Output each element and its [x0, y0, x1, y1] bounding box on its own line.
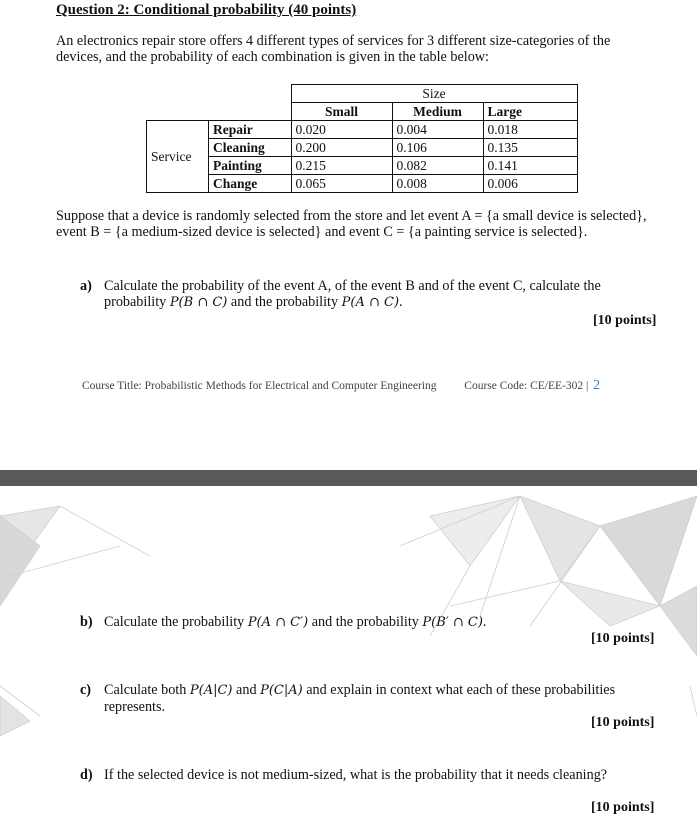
cell-change-medium: 0.008 — [392, 175, 483, 193]
part-b-label: b) — [80, 614, 93, 630]
cell-painting-small: 0.215 — [291, 157, 392, 175]
footer-course-title: Course Title: Probabilistic Methods for Electrical and Computer Engineering — [82, 380, 437, 392]
cell-repair-medium: 0.004 — [392, 121, 483, 139]
row-label-repair: Repair — [209, 121, 292, 139]
part-c-math-2: P(C|A) — [260, 683, 303, 698]
question-title: Question 2: Conditional probability (40 points) — [56, 2, 357, 18]
part-b-math-1: P(A ∩ C′) — [247, 615, 309, 630]
part-d-points: [10 points] — [591, 800, 655, 815]
service-label: Service — [147, 121, 209, 193]
footer-separator: | — [585, 380, 589, 392]
page-number: 2 — [593, 378, 601, 393]
row-label-painting: Painting — [209, 157, 292, 175]
part-c-text: Calculate both P(A|C) and P(C|A) and explain in context what each of these probabilities represents. — [104, 682, 616, 715]
cell-cleaning-small: 0.200 — [291, 139, 392, 157]
events-paragraph: Suppose that a device is randomly selected from the store and let event A = {a small device is selected}, event B = {a medium-sized device is selected} and event C = {a painting service is selected}. — [56, 208, 647, 240]
row-label-change: Change — [209, 175, 292, 193]
cell-change-small: 0.065 — [291, 175, 392, 193]
cell-repair-large: 0.018 — [483, 121, 577, 139]
part-a-points: [10 points] — [593, 313, 657, 328]
intro-paragraph: An electronics repair store offers 4 different types of services for 3 different size-categories of the devices, and the probability of each combination is given in the table below: — [56, 33, 611, 65]
cell-cleaning-medium: 0.106 — [392, 139, 483, 157]
part-c-label: c) — [80, 682, 92, 698]
part-a-label: a) — [80, 278, 92, 294]
size-header: Size — [291, 85, 577, 103]
footer-course-code: Course Code: CE/EE-302 — [464, 380, 584, 392]
part-a-math-1: P(B ∩ C) — [169, 295, 228, 310]
probability-table — [146, 84, 578, 193]
part-d-label: d) — [80, 767, 93, 783]
page-separator — [0, 470, 697, 486]
part-b-text: Calculate the probability P(A ∩ C′) and the probability P(B′ ∩ C). — [104, 614, 487, 630]
page-footer — [82, 378, 600, 394]
part-b-points: [10 points] — [591, 631, 655, 646]
part-c-math-1: P(A|C) — [189, 683, 233, 698]
cell-painting-medium: 0.082 — [392, 157, 483, 175]
part-a-math-2: P(A ∩ C) — [341, 295, 400, 310]
part-d-text: If the selected device is not medium-sized, what is the probability that it needs cleaning? — [104, 767, 608, 783]
column-medium: Medium — [392, 103, 483, 121]
cell-cleaning-large: 0.135 — [483, 139, 577, 157]
column-small: Small — [291, 103, 392, 121]
cell-change-large: 0.006 — [483, 175, 577, 193]
column-large: Large — [483, 103, 577, 121]
cell-painting-large: 0.141 — [483, 157, 577, 175]
cell-repair-small: 0.020 — [291, 121, 392, 139]
part-b-math-2: P(B′ ∩ C) — [422, 615, 483, 630]
row-label-cleaning: Cleaning — [209, 139, 292, 157]
part-a-text: Calculate the probability of the event A, of the event B and of the event C, calculate the probability P(B ∩ C) and the probability P(A ∩ C). — [104, 278, 601, 310]
part-c-points: [10 points] — [591, 715, 655, 730]
